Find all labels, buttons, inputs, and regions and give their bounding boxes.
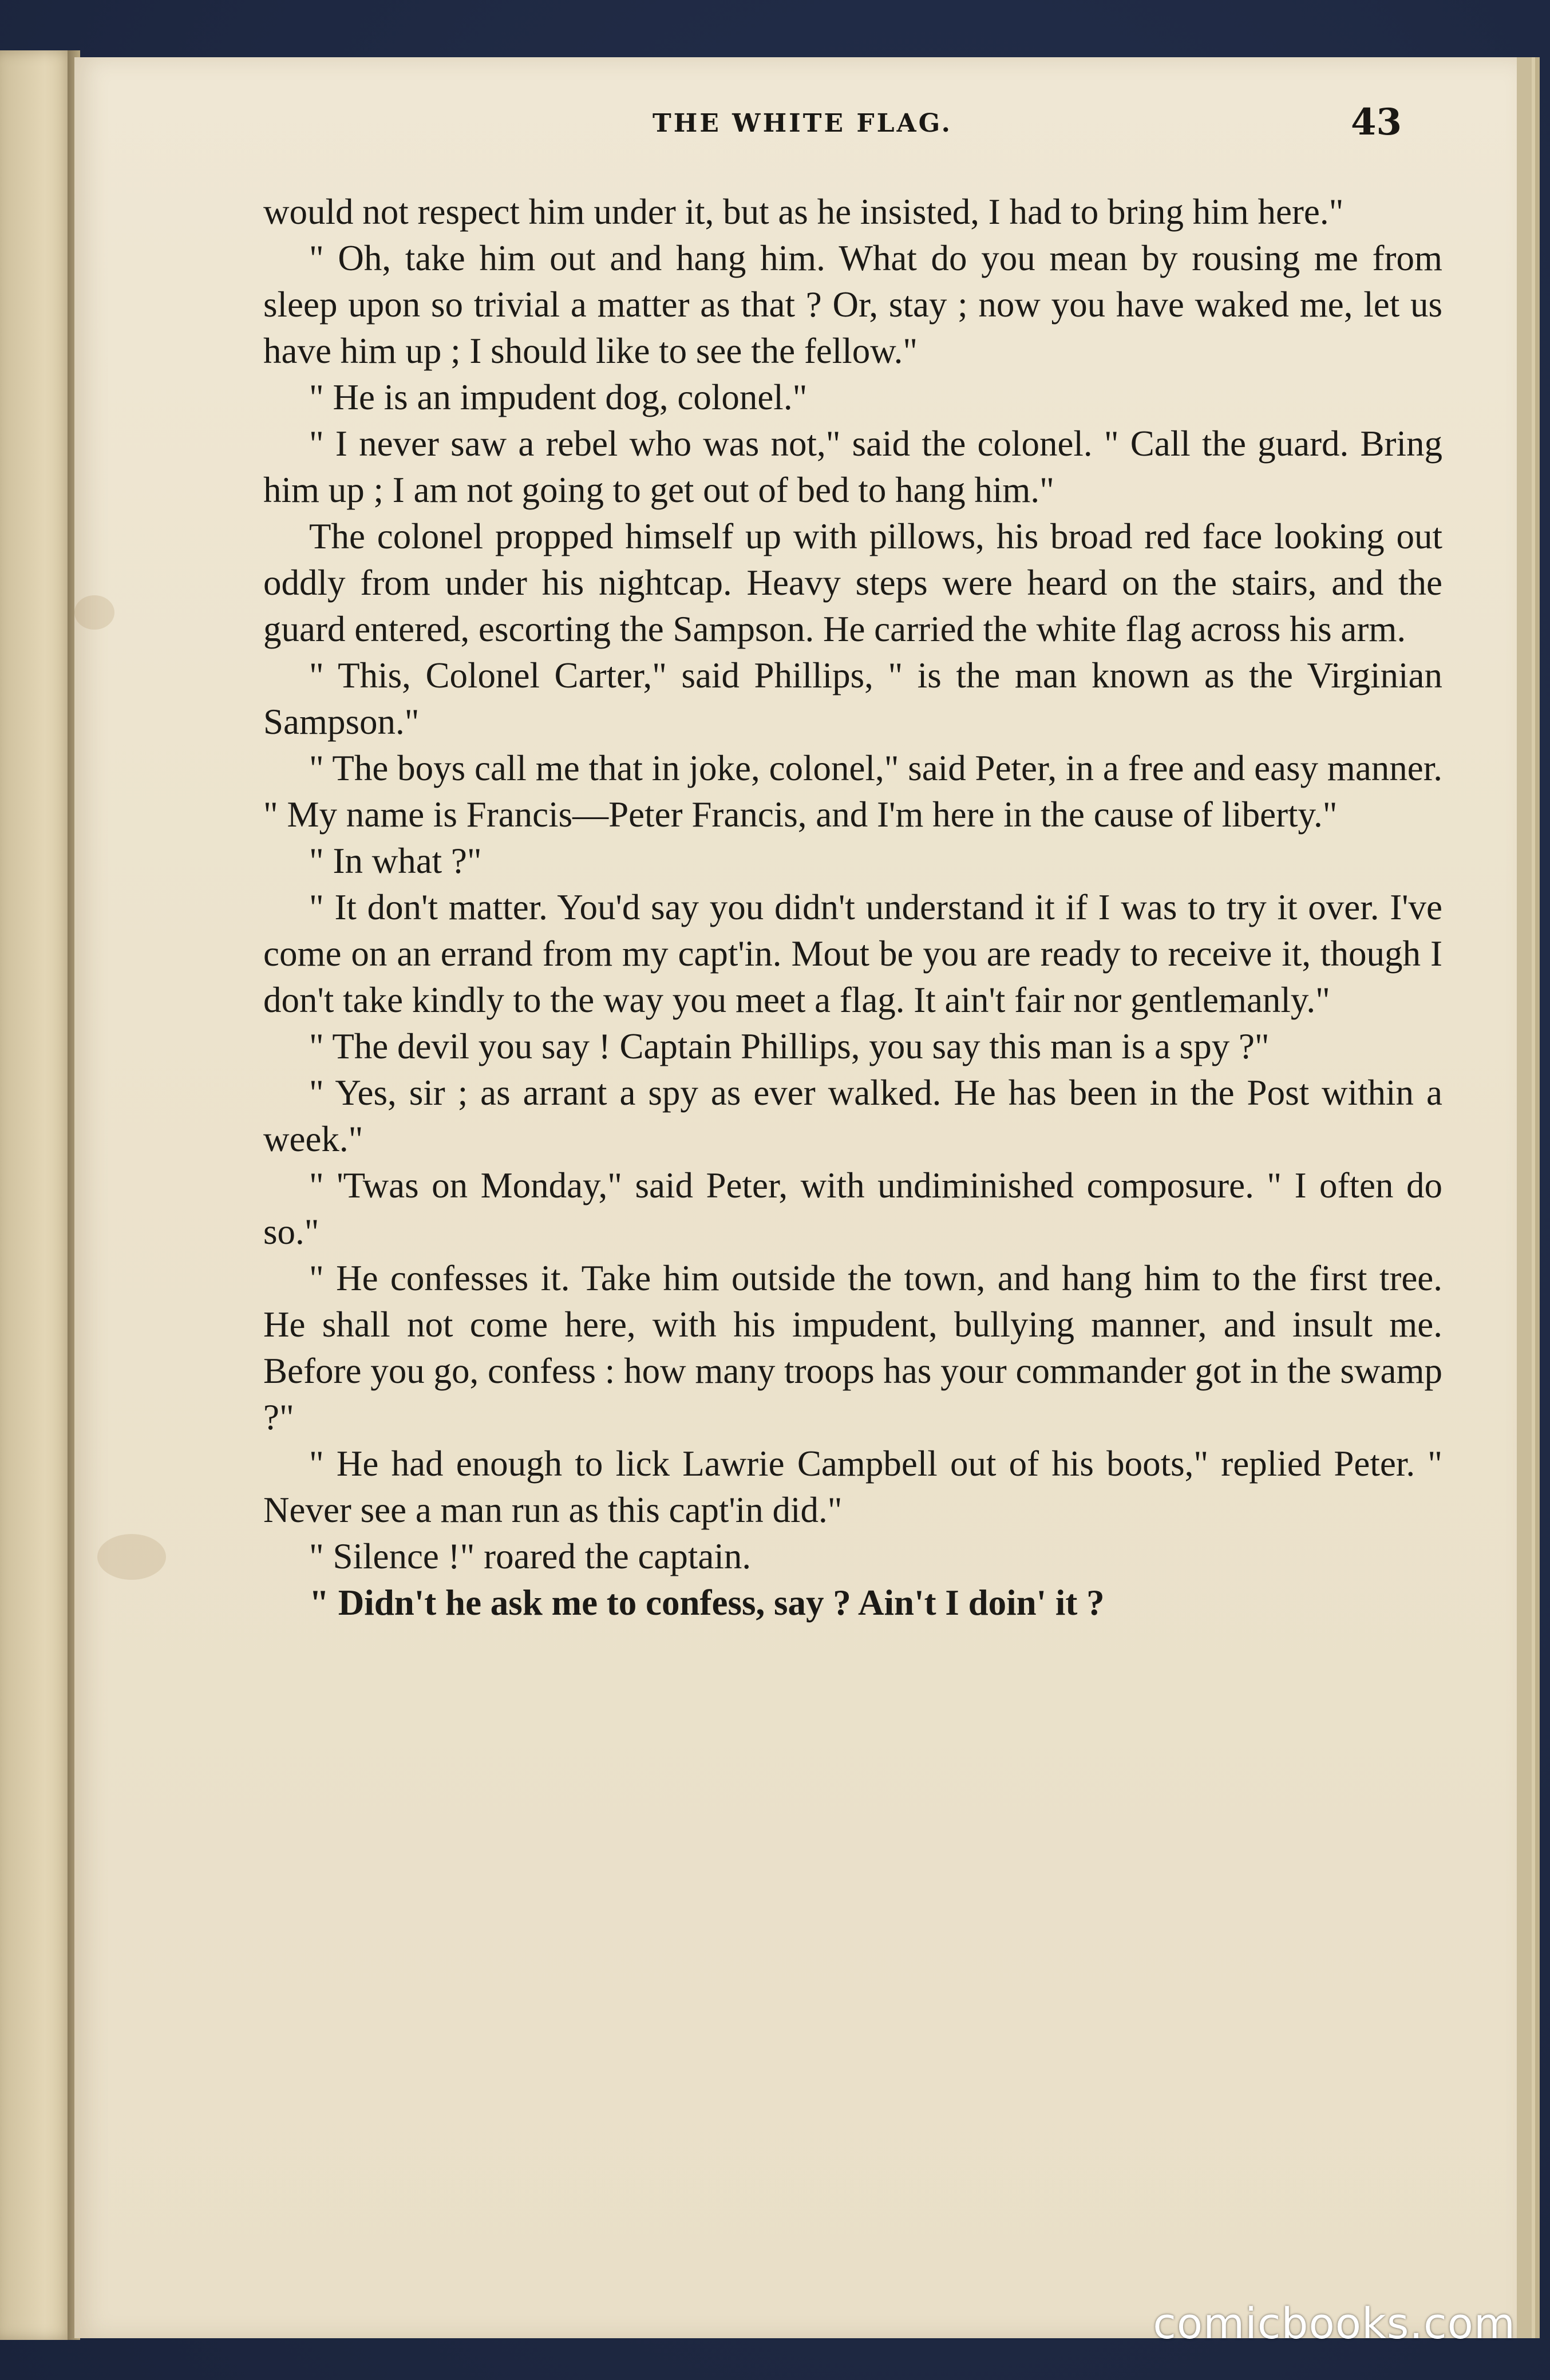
paragraph: " This, Colonel Carter," said Phillips, " is the man known as the Virginian Sampson." (263, 655, 1442, 742)
paragraph: " Oh, take him out and hang him. What do you mean by rousing me from sleep upon so trivial a matter as that ? Or, stay ; now you have waked me, let us have him up ; I should like to see the fellow." (263, 238, 1442, 371)
paragraph: would not respect him under it, but as he insisted, I had to bring him here." (263, 192, 1344, 232)
paragraph: " Silence !" roared the captain. (309, 1536, 752, 1576)
page-header (74, 98, 1517, 156)
paragraph: " I never saw a rebel who was not," said the colonel. " Call the guard. Bring him up ; I am not going to get out of bed to hang him." (263, 424, 1442, 510)
paper-stain (97, 1534, 166, 1580)
paragraph: " The boys call me that in joke, colonel," said Peter, in a free and easy manner. " My name is Francis—Peter Francis, and I'm here in the cause of liberty." (263, 748, 1442, 835)
page-number: 43 (1351, 101, 1402, 144)
paragraph: " Didn't he ask me to confess, say ? Ain't I doin' it ? (309, 1583, 1105, 1623)
watermark: comicbooks.com (1153, 2299, 1516, 2349)
paragraph: The colonel propped himself up with pillows, his broad red face looking out oddly from under his nightcap. Heavy steps were heard on the stairs, and the guard entered, escorting the Sampson. He carried the white flag across his arm. (263, 516, 1442, 649)
paper-stain (74, 595, 114, 630)
body-text (263, 189, 1442, 1626)
paragraph: " He confesses it. Take him outside the town, and hang him to the first tree. He shall not come here, with his impudent, bullying manner, and insult me. Before you go, confess : how many troops has your commander got in the swamp ?" (263, 1258, 1442, 1437)
paragraph: " It don't matter. You'd say you didn't understand it if I was to try it over. I've come on an errand from my capt'in. Mout be you are ready to receive it, though I don't take kindly to the way you meet a flag. It ain't fair nor gentlemanly." (263, 887, 1442, 1020)
paragraph: " The devil you say ! Captain Phillips, you say this man is a spy ?" (309, 1026, 1270, 1066)
paragraph: " In what ?" (309, 841, 482, 881)
paragraph: " Yes, sir ; as arrant a spy as ever walked. He has been in the Post within a week." (263, 1073, 1442, 1159)
paragraph: " He had enough to lick Lawrie Campbell out of his boots," replied Peter. " Never see a man run as this capt'in did." (263, 1444, 1442, 1530)
book-page (74, 57, 1532, 2338)
running-head: THE WHITE FLAG. (653, 109, 952, 138)
paragraph: " 'Twas on Monday," said Peter, with undiminished composure. " I often do so." (263, 1165, 1442, 1252)
facing-page-edge (0, 50, 74, 2340)
paragraph: " He is an impudent dog, colonel." (309, 377, 808, 417)
